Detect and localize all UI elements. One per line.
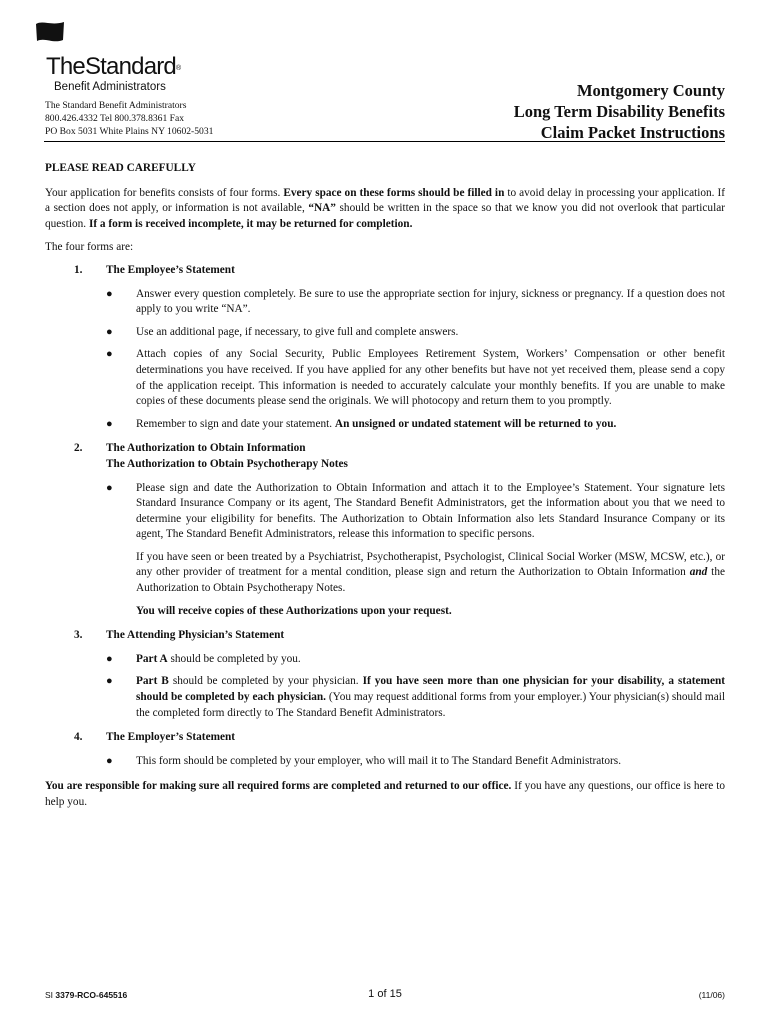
form-item-employer-statement	[45, 730, 725, 769]
list-item	[106, 347, 725, 409]
bullet-icon: ●	[106, 481, 113, 494]
logo-standard: Standard	[84, 53, 176, 80]
bullet-icon: ●	[106, 417, 113, 430]
closing-bold: You are responsible for making sure all required forms are completed and returned to our office.	[45, 780, 512, 793]
section-heading: PLEASE READ CAREFULLY	[45, 162, 196, 174]
bullet-text-2: (You may request additional forms from your employer.) Your physician(s) should mail the completed form directly to The Standard Benefit Administrators.	[136, 691, 725, 719]
psychotherapy-paragraph	[106, 550, 725, 597]
list-item	[106, 674, 725, 721]
item-title-line-1: The Authorization to Obtain Information	[106, 442, 306, 455]
document-title	[514, 80, 725, 143]
form-code-prefix: SI	[45, 990, 56, 1000]
form-item-physician-statement	[45, 628, 725, 721]
form-item-employee-statement	[45, 263, 725, 432]
intro-text-1: Your application for benefits consists of four forms.	[45, 186, 284, 199]
title-line-1: Montgomery County	[576, 81, 725, 100]
item-number: 2.	[74, 442, 83, 455]
bullet-text: Answer every question completely. Be sure to use the appropriate section for injury, sickness or pregnancy. If a question does not apply to you write “NA”.	[136, 287, 725, 316]
bullet-icon: ●	[106, 652, 113, 665]
logo-wordmark	[46, 54, 180, 80]
bullet-text: should be completed by you.	[167, 652, 301, 665]
bullet-icon: ●	[106, 348, 113, 361]
bullet-text: should be completed by your physician.	[168, 675, 363, 688]
logo-the: The	[46, 53, 85, 80]
sender-address	[45, 99, 213, 138]
part-label: Part B	[136, 675, 169, 688]
logo-subtitle: Benefit Administrators	[54, 81, 166, 93]
bullet-icon: ●	[106, 325, 113, 338]
company-logo	[46, 54, 180, 94]
address-phone-fax: 800.426.4332 Tel 800.378.8361 Fax	[45, 113, 185, 124]
flag-icon	[35, 20, 65, 44]
bullet-icon: ●	[106, 287, 113, 300]
intro-paragraph	[45, 186, 725, 233]
bullet-icon: ●	[106, 675, 113, 688]
bullet-bold-text: An unsigned or undated statement will be returned to you.	[334, 417, 617, 430]
title-line-3: Claim Packet Instructions	[540, 123, 725, 142]
copies-note-text: You will receive copies of these Authorizations upon your request.	[136, 604, 452, 617]
para-text: If you have seen or been treated by a Psychiatrist, Psychotherapist, Psychologist, Clinical Social Worker (MSW, MCSW, etc.), or any other provider of treatment for a mental condition, please sign and return the Authorization to Obtain Information	[136, 550, 725, 579]
bullet-text: Attach copies of any Social Security, Public Employees Retirement System, Workers’ Compensation or other benefit determinations you have received. If you have applied for any other benefits but have not yet received them, please send a copy of the application receipt. This information is needed to accurately calculate your monthly benefits. If you are unable to make copies of these documents please send the originals. We will photocopy and return them to you promptly.	[136, 348, 725, 408]
revision-date: (11/06)	[698, 990, 725, 1000]
closing-paragraph	[45, 779, 725, 810]
bullet-text: Remember to sign and date your statement.	[136, 417, 335, 430]
four-forms-label: The four forms are:	[45, 241, 134, 254]
item-title: The Employee’s Statement	[106, 263, 235, 276]
form-code-number: 3379-RCO-645516	[55, 990, 128, 1000]
item-number: 1.	[74, 263, 83, 276]
para-emphasis: and	[689, 566, 708, 579]
item-number: 3.	[74, 629, 83, 642]
bullet-text: This form should be completed by your employer, who will mail it to The Standard Benefit Administrators.	[136, 754, 622, 767]
intro-bold-na: “NA”	[308, 202, 336, 215]
intro-text-3: should be written in the space so that we know you did not overlook that particular question.	[45, 202, 725, 230]
intro-bold-1: Every space on these forms should be filled in	[283, 186, 505, 199]
address-po-box: PO Box 5031 White Plains NY 10602-5031	[45, 126, 214, 137]
header-divider	[44, 141, 725, 142]
list-item	[106, 652, 725, 668]
item-title: The Employer’s Statement	[106, 731, 236, 744]
form-item-authorization	[45, 441, 725, 619]
intro-bold-3: If a form is received incomplete, it may be returned for completion.	[88, 217, 413, 230]
address-line-1: The Standard Benefit Administrators	[45, 100, 187, 111]
logo-registered-mark: ®	[175, 65, 181, 72]
item-title	[106, 441, 725, 472]
intro-text-2: to avoid delay in processing your application. If a section does not apply, or information is not available,	[45, 186, 725, 215]
document-body	[45, 161, 725, 811]
list-item	[106, 481, 725, 543]
list-item	[106, 754, 725, 770]
bullet-text: Please sign and date the Authorization to Obtain Information and attach it to the Employee’s Statement. Your signature lets Standard Insurance Company or its agent, The Standard Benefit Administrators, get the information about you that we need to determine your eligibility for benefits. The Authorization to Obtain Information also lets Standard Insurance Company or its agent, The Standard Benefit Administrators, release this information to specific persons.	[136, 481, 725, 541]
list-item	[106, 325, 725, 341]
para-text-2: the Authorization to Obtain Psychotherapy Notes.	[136, 566, 725, 595]
part-label: Part A	[136, 652, 168, 665]
bullet-text: Use an additional page, if necessary, to give full and complete answers.	[136, 325, 459, 338]
item-number: 4.	[74, 731, 83, 744]
closing-text: If you have any questions, our office is here to help you.	[45, 780, 725, 808]
bullet-bold-text: If you have seen more than one physician for your disability, a statement should be completed by each physician.	[136, 675, 726, 704]
item-title-line-2: The Authorization to Obtain Psychotherapy Notes	[106, 457, 348, 470]
list-item	[106, 417, 725, 433]
item-title: The Attending Physician’s Statement	[106, 629, 285, 642]
page-number: 1 of 15	[368, 988, 402, 1000]
list-item	[106, 287, 725, 318]
bullet-icon: ●	[106, 754, 113, 767]
copies-note	[106, 604, 725, 620]
title-line-2: Long Term Disability Benefits	[513, 102, 725, 121]
